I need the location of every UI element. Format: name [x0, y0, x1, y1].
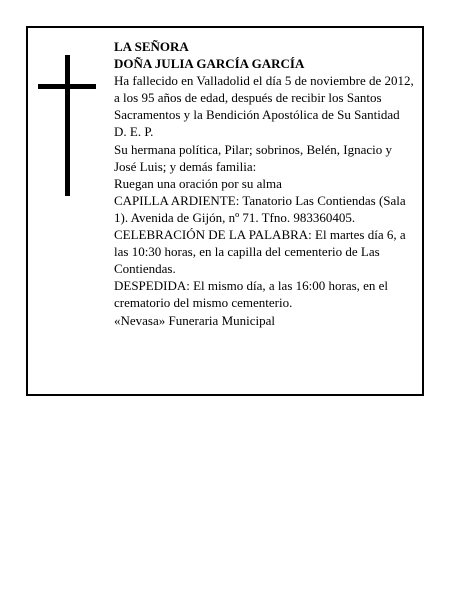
prayer-request: Ruegan una oración por su alma	[114, 175, 282, 191]
cross-horizontal-bar	[38, 84, 96, 89]
death-announcement: Ha fallecido en Valladolid el día 5 de noviembre de 2012, a los 95 años de edad, después de recibir los Santos Sacramentos y la Bendición Apostólica de Su Santidad	[114, 73, 414, 123]
obituary-text	[114, 38, 414, 329]
deceased-name: DOÑA JULIA GARCÍA GARCÍA	[114, 56, 305, 72]
celebration-info: CELEBRACIÓN DE LA PALABRA: El martes día 6, a las 10:30 horas, en la capilla del cementerio de Las Contiendas.	[114, 227, 406, 277]
cross-vertical-bar	[65, 55, 70, 196]
funeral-home: «Nevasa» Funeraria Municipal	[114, 312, 276, 328]
family-members: Su hermana política, Pilar; sobrinos, Belén, Ignacio y José Luis; y demás familia:	[114, 141, 392, 174]
honorific: LA SEÑORA	[114, 39, 189, 54]
chapel-info: CAPILLA ARDIENTE: Tanatorio Las Contiendas (Sala 1). Avenida de Gijón, nº 71. Tfno. 983360405.	[114, 192, 406, 225]
cross-icon	[38, 55, 96, 196]
farewell-info: DESPEDIDA: El mismo día, a las 16:00 horas, en el crematorio del mismo cementerio.	[114, 278, 389, 311]
rest-in-peace: D. E. P.	[114, 124, 154, 140]
